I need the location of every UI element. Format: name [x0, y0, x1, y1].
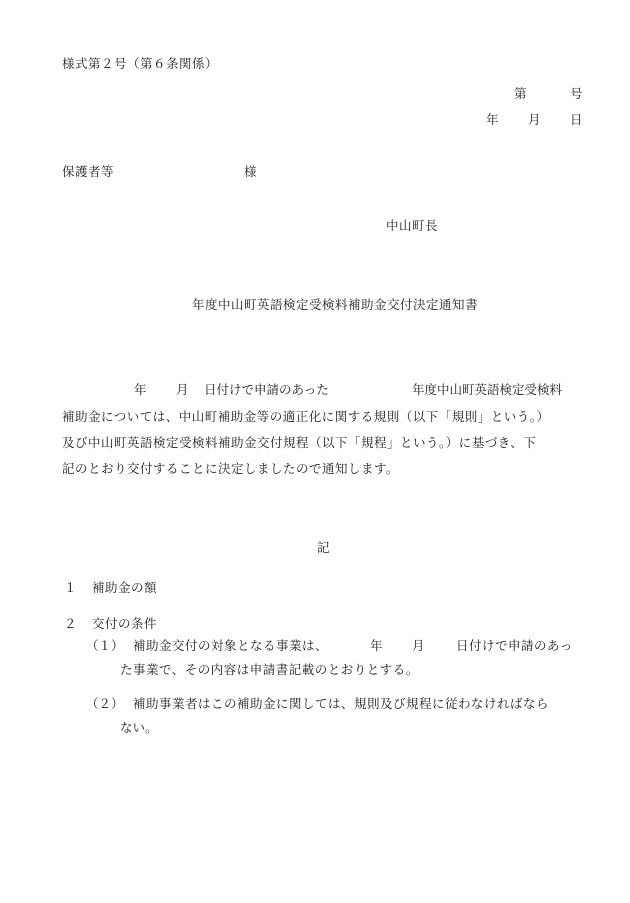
subitem-2-line-2: ない。 [120, 720, 158, 735]
item-1-label: 補助金の額 [92, 580, 158, 595]
addressee-honorific: 様 [244, 164, 257, 179]
item-2-number: ２ [64, 616, 77, 631]
item-1-number: １ [64, 580, 77, 595]
subitem-1-year: 年 [370, 638, 383, 653]
subitem-1-number: （１） [86, 638, 124, 653]
body-line-3: 及び中山町英語検定受検料補助金交付規程（以下「規程」という。）に基づき、下 [62, 435, 537, 450]
date-month-label: 月 [528, 112, 541, 127]
body-year: 年 [134, 382, 147, 397]
body-fiscal-year-phrase: 年度中山町英語検定受検料 [412, 382, 563, 397]
body-line-2: 補助金については、中山町補助金等の適正化に関する規則（以下「規則」という。） [62, 409, 550, 424]
body-date-phrase: 日付けで申請のあった [204, 382, 329, 397]
addressee-label: 保護者等 [62, 164, 115, 179]
document-title: 年度中山町英語検定受検料補助金交付決定通知書 [192, 297, 479, 312]
record-heading: 記 [317, 540, 330, 555]
item-2-label: 交付の条件 [92, 616, 158, 631]
subitem-1-month: 月 [412, 638, 425, 653]
body-line-4: 記のとおり交付することに決定しましたので通知します。 [62, 461, 400, 476]
date-day-label: 日 [570, 112, 583, 127]
subitem-2-line-1: 補助事業者はこの補助金に関しては、規則及び規程に従わなければなら [133, 696, 550, 711]
document-number-suffix: 号 [570, 86, 583, 101]
form-label: 様式第２号（第６条関係） [62, 56, 219, 71]
date-year-label: 年 [486, 112, 499, 127]
subitem-1-line-2: た事業で、その内容は申請書記載のとおりとする。 [120, 662, 419, 677]
body-paragraph [62, 378, 582, 482]
subitem-1-text-a: 補助金交付の対象となる事業は、 [133, 638, 329, 653]
subitem-2-number: （２） [86, 696, 124, 711]
body-line-1 [62, 378, 582, 404]
subitem-1-text-b: 日付けで申請のあっ [456, 638, 573, 653]
document-number-prefix: 第 [514, 86, 527, 101]
body-month: 月 [176, 382, 189, 397]
issuer-name: 中山町長 [386, 218, 439, 233]
